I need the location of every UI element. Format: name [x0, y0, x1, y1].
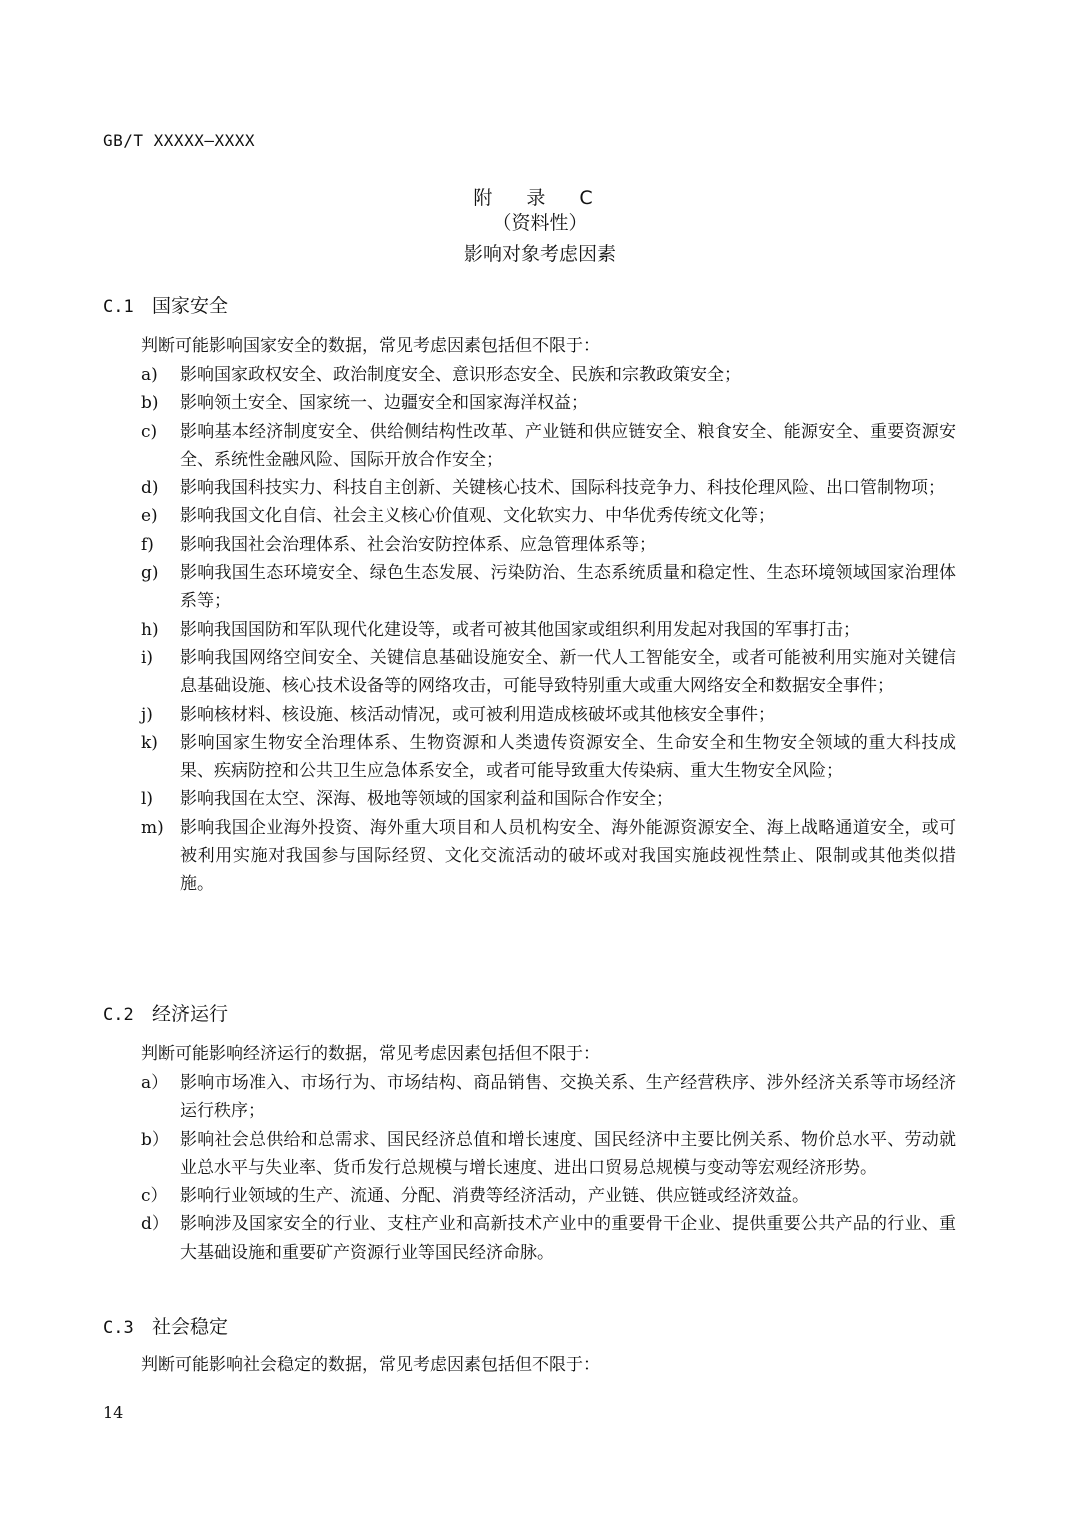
factor-list-c2	[141, 1069, 956, 1267]
list-item	[141, 644, 956, 701]
item-text: 影响我国在太空、深海、极地等领域的国家利益和国际合作安全；	[180, 789, 673, 810]
item-text: 影响涉及国家安全的行业、支柱产业和高新技术产业中的重要骨干企业、提供重要公共产品的行业、重大基础设施和重要矿产资源行业等国民经济命脉。	[180, 1214, 956, 1263]
section-heading-c3	[103, 1312, 228, 1339]
section-title: 国家安全	[152, 295, 229, 317]
item-label: e)	[141, 506, 158, 527]
item-label: d）	[141, 1214, 169, 1235]
item-label: m)	[141, 817, 164, 838]
list-item	[141, 1069, 956, 1126]
annex-title: 附 录 C	[473, 187, 607, 209]
section-title: 经济运行	[152, 1003, 229, 1025]
item-text: 影响我国网络空间安全、关键信息基础设施安全、新一代人工智能安全，或者可能被利用实施对关键信息基础设施、核心技术设备等的网络攻击，可能导致特别重大或重大网络安全和数据安全事件；	[180, 647, 956, 697]
list-item	[141, 1182, 956, 1210]
section-number: C.1	[103, 297, 134, 317]
section-heading-c1	[103, 291, 228, 318]
section-intro: 判断可能影响经济运行的数据，常见考虑因素包括但不限于：	[141, 1044, 600, 1064]
item-text: 影响我国文化自信、社会主义核心价值观、文化软实力、中华优秀传统文化等；	[180, 506, 775, 527]
item-text: 影响我国生态环境安全、绿色生态发展、污染防治、生态系统质量和稳定性、生态环境领域国家治理体系等；	[180, 563, 956, 612]
item-text: 影响我国科技实力、科技自主创新、关键核心技术、国际科技竞争力、科技伦理风险、出口管制物项；	[180, 478, 945, 499]
item-text: 影响我国社会治理体系、社会治安防控体系、应急管理体系等；	[180, 534, 656, 555]
item-label: b)	[141, 393, 159, 414]
list-item	[141, 559, 956, 616]
item-text: 影响我国企业海外投资、海外重大项目和人员机构安全、海外能源资源安全、海上战略通道安全，或可被利用实施对我国参与国际经贸、文化交流活动的破坏或对我国实施歧视性禁止、限制或其他类似措施。	[180, 817, 956, 895]
section-number: C.3	[103, 1318, 134, 1338]
item-text: 影响社会总供给和总需求、国民经济总值和增长速度、国民经济中主要比例关系、物价总水平、劳动就业总水平与失业率、货币发行总规模与增长速度、进出口贸易总规模与变动等宏观经济形势。	[180, 1129, 956, 1178]
annex-type: （资料性）	[492, 212, 588, 234]
item-label: c）	[141, 1186, 168, 1207]
item-label: d)	[141, 478, 159, 499]
section-title: 社会稳定	[152, 1316, 229, 1338]
item-label: b）	[141, 1129, 169, 1150]
list-item	[141, 502, 956, 530]
item-label: a)	[141, 365, 158, 385]
list-item	[141, 1126, 956, 1183]
item-label: k)	[141, 732, 158, 753]
list-item	[141, 785, 956, 813]
list-item	[141, 418, 956, 475]
item-label: h)	[141, 619, 159, 640]
list-item	[141, 616, 956, 644]
list-item	[141, 389, 956, 417]
item-label: j)	[141, 704, 153, 725]
item-text: 影响市场准入、市场行为、市场结构、商品销售、交换关系、生产经营秩序、涉外经济关系等市场经济运行秩序；	[180, 1073, 956, 1122]
list-item	[141, 474, 956, 502]
item-text: 影响基本经济制度安全、供给侧结构性改革、产业链和供应链安全、粮食安全、能源安全、重要资源安全、系统性金融风险、国际开放合作安全；	[180, 421, 956, 470]
page-number: 14	[103, 1403, 124, 1422]
item-label: l)	[141, 789, 154, 810]
list-item	[141, 729, 956, 786]
item-text: 影响国家政权安全、政治制度安全、意识形态安全、民族和宗教政策安全；	[180, 365, 741, 385]
item-text: 影响行业领域的生产、流通、分配、消费等经济活动，产业链、供应链或经济效益。	[180, 1186, 809, 1207]
section-heading-c2	[103, 999, 228, 1026]
item-text: 影响国家生物安全治理体系、生物资源和人类遗传资源安全、生命安全和生物安全领域的重大科技成果、疾病防控和公共卫生应急体系安全，或者可能导致重大传染病、重大生物安全风险；	[180, 732, 956, 782]
item-label: f)	[141, 534, 154, 555]
item-label: c)	[141, 421, 158, 442]
item-text: 影响我国国防和军队现代化建设等，或者可被其他国家或组织利用发起对我国的军事打击；	[180, 619, 860, 640]
item-text: 影响领土安全、国家统一、边疆安全和国家海洋权益；	[180, 393, 588, 414]
item-label: i)	[141, 647, 154, 668]
factor-list-c1	[141, 361, 956, 899]
section-number: C.2	[103, 1005, 134, 1025]
list-item	[141, 361, 956, 389]
list-item	[141, 531, 956, 559]
list-item	[141, 701, 956, 729]
section-intro: 判断可能影响社会稳定的数据，常见考虑因素包括但不限于：	[141, 1355, 600, 1375]
item-text: 影响核材料、核设施、核活动情况，或可被利用造成核破坏或其他核安全事件；	[180, 704, 775, 725]
item-label: a）	[141, 1073, 169, 1093]
list-item	[141, 814, 956, 899]
section-intro: 判断可能影响国家安全的数据，常见考虑因素包括但不限于：	[141, 336, 600, 356]
standard-code: GB/T XXXXX—XXXX	[103, 131, 255, 150]
annex-name: 影响对象考虑因素	[463, 243, 616, 265]
item-label: g)	[141, 563, 159, 584]
list-item	[141, 1210, 956, 1267]
